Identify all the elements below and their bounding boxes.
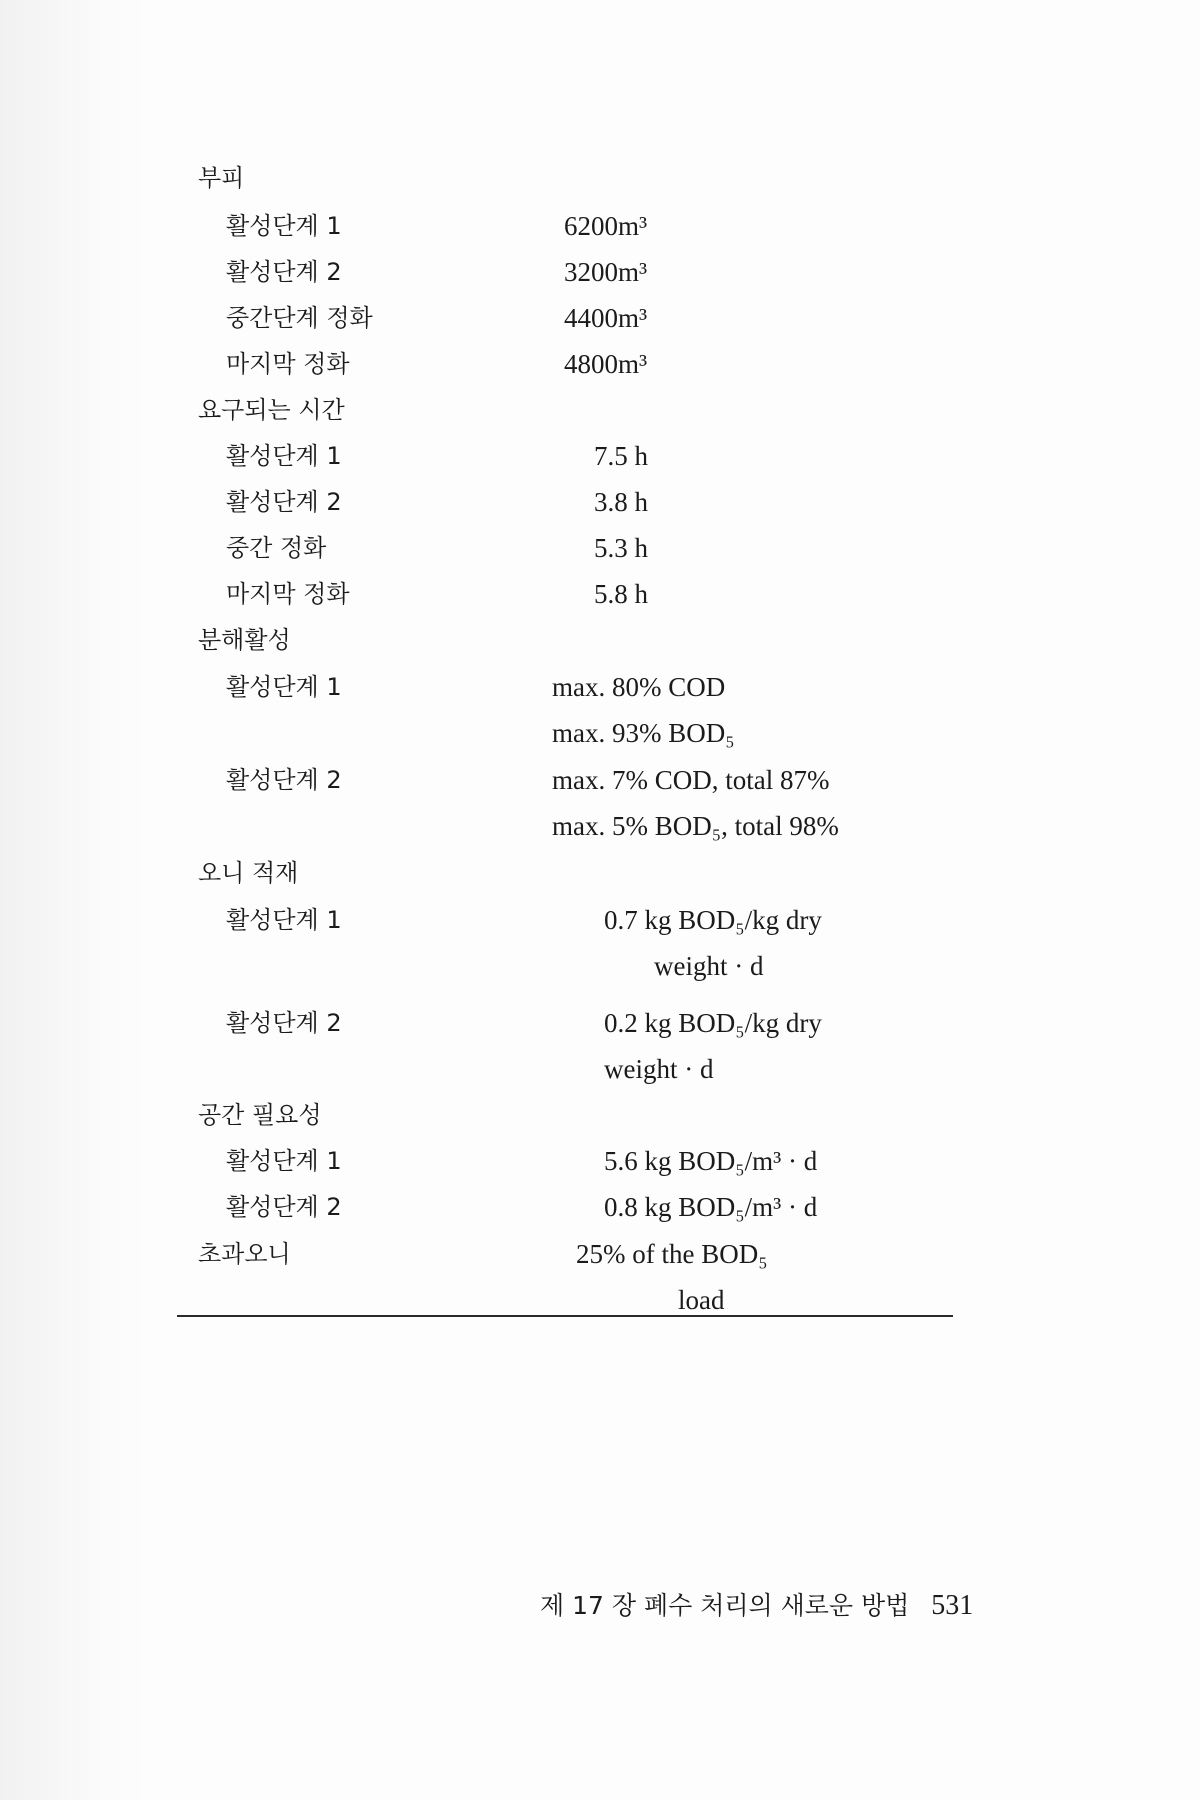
- row-value-continued: max. 93% BOD₅: [552, 718, 735, 748]
- heading-excess-sludge: 초과오니: [198, 1240, 291, 1268]
- row-value-continued: load: [678, 1285, 725, 1315]
- row-label: 중간단계 정화: [226, 304, 373, 332]
- row-value: 4400m³: [564, 303, 648, 333]
- row-value-continued: max. 5% BOD₅, total 98%: [552, 811, 839, 841]
- row-value-continued: weight · d: [604, 1054, 714, 1084]
- row-label: 활성단계 2: [226, 488, 342, 516]
- row-value: 0.2 kg BOD₅/kg dry: [604, 1008, 822, 1038]
- row-label: 활성단계 1: [226, 906, 342, 934]
- heading-time: 요구되는 시간: [198, 396, 345, 424]
- row-label: 활성단계 2: [226, 766, 342, 794]
- row-label: 활성단계 2: [226, 1009, 342, 1037]
- row-value: 5.6 kg BOD₅/m³ · d: [604, 1146, 818, 1176]
- row-value: 3.8 h: [594, 487, 648, 517]
- row-value: 5.8 h: [594, 579, 648, 609]
- row-label: 마지막 정화: [226, 580, 350, 608]
- row-value: 0.8 kg BOD₅/m³ · d: [604, 1192, 818, 1222]
- page-edge-shading: [0, 0, 150, 1800]
- row-value: 4800m³: [564, 349, 648, 379]
- row-value: 25% of the BOD₅: [576, 1239, 768, 1269]
- row-value-continued: weight · d: [654, 951, 764, 981]
- page-number: 531: [931, 1590, 974, 1621]
- row-label: 활성단계 2: [226, 1193, 342, 1221]
- heading-decomposition: 분해활성: [198, 626, 291, 654]
- row-value: 5.3 h: [594, 533, 648, 563]
- row-label: 활성단계 1: [226, 673, 342, 701]
- row-label: 활성단계 1: [226, 212, 342, 240]
- table-bottom-rule: [177, 1315, 953, 1317]
- row-value: 7.5 h: [594, 441, 648, 471]
- row-value: 3200m³: [564, 257, 648, 287]
- row-label: 활성단계 1: [226, 1147, 342, 1175]
- row-label: 활성단계 1: [226, 442, 342, 470]
- heading-volume: 부피: [198, 164, 245, 192]
- row-label: 마지막 정화: [226, 350, 350, 378]
- row-value: 0.7 kg BOD₅/kg dry: [604, 905, 822, 935]
- heading-sludge: 오니 적재: [198, 859, 299, 887]
- row-value: 6200m³: [564, 211, 648, 241]
- row-label: 중간 정화: [226, 534, 327, 562]
- row-value: max. 7% COD, total 87%: [552, 765, 830, 795]
- row-value: max. 80% COD: [552, 672, 726, 702]
- heading-space: 공간 필요성: [198, 1101, 322, 1129]
- page-footer: [540, 1586, 973, 1622]
- row-label: 활성단계 2: [226, 258, 342, 286]
- chapter-title: 제 17 장 폐수 처리의 새로운 방법: [540, 1591, 910, 1620]
